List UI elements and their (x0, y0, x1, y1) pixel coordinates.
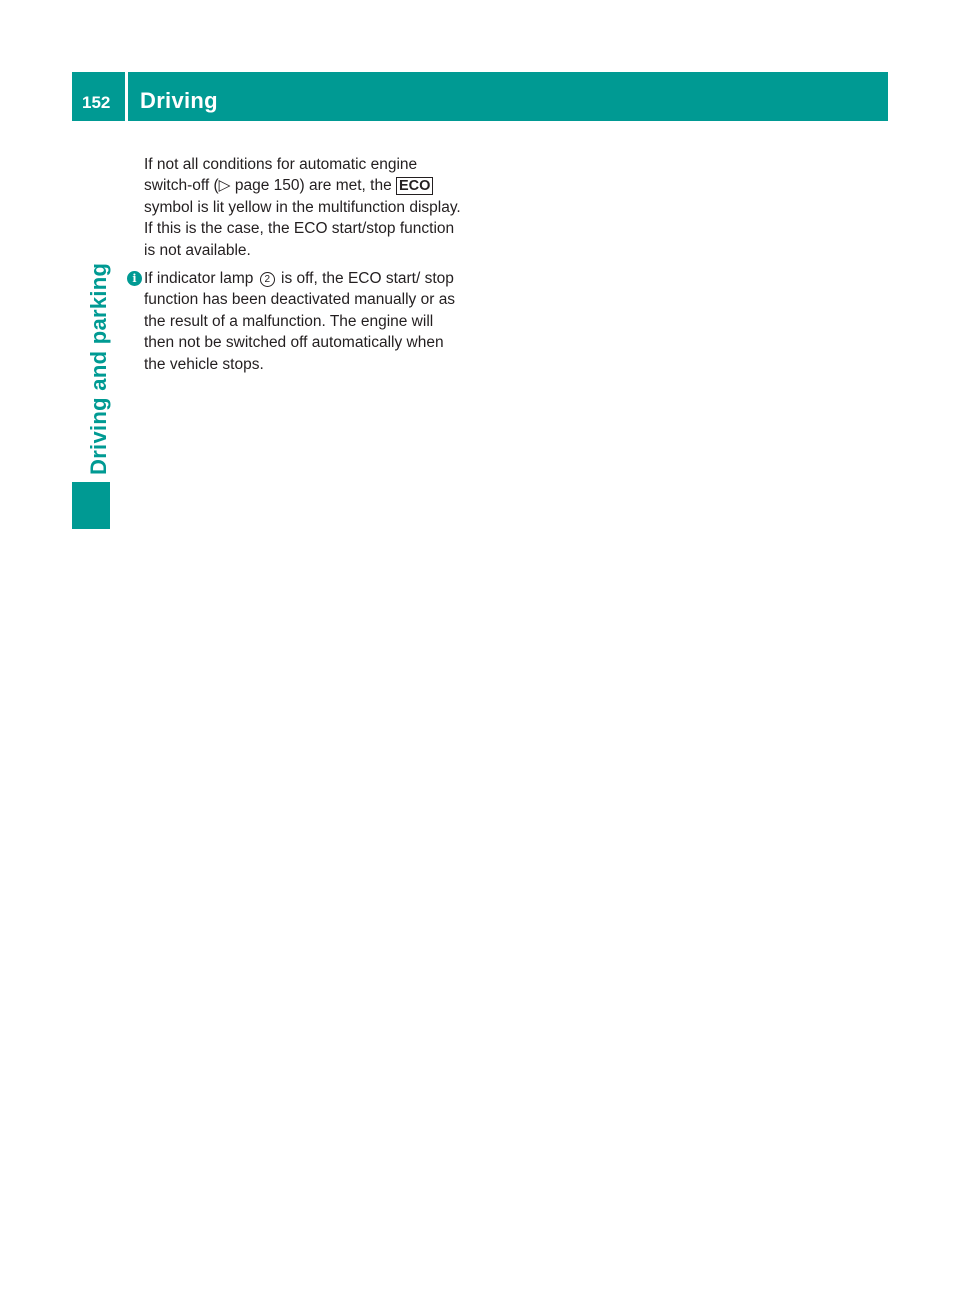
paragraph-text: page 150) are met, the (230, 177, 397, 195)
side-tab-label: Driving and parking (86, 262, 111, 475)
section-title: Driving (140, 88, 218, 113)
body-content (132, 154, 464, 375)
paragraph-text: symbol is lit yellow in the multifunction display. If this is the case, the ECO start/stop function is not available. (144, 198, 461, 259)
info-icon: i (127, 271, 142, 286)
eco-symbol-icon: ECO (396, 177, 433, 195)
note-text: is off, the ECO start/ stop function has been deactivated manually or as the result of a malfunction. The engine will then not be switched off automatically when the vehicle stops. (144, 270, 456, 373)
page-number: 152 (82, 93, 111, 112)
page-reference-arrow-icon: ▷ (218, 177, 231, 195)
indicator-lamp-number-icon: 2 (260, 272, 275, 287)
side-tab-block (72, 482, 110, 529)
paragraph-text: If not all conditions for automatic engine switch-off ( (144, 156, 418, 195)
header-divider (125, 72, 128, 121)
note-text: If indicator lamp (144, 270, 258, 288)
paragraph-eco-conditions (144, 154, 464, 261)
info-note (132, 268, 464, 375)
